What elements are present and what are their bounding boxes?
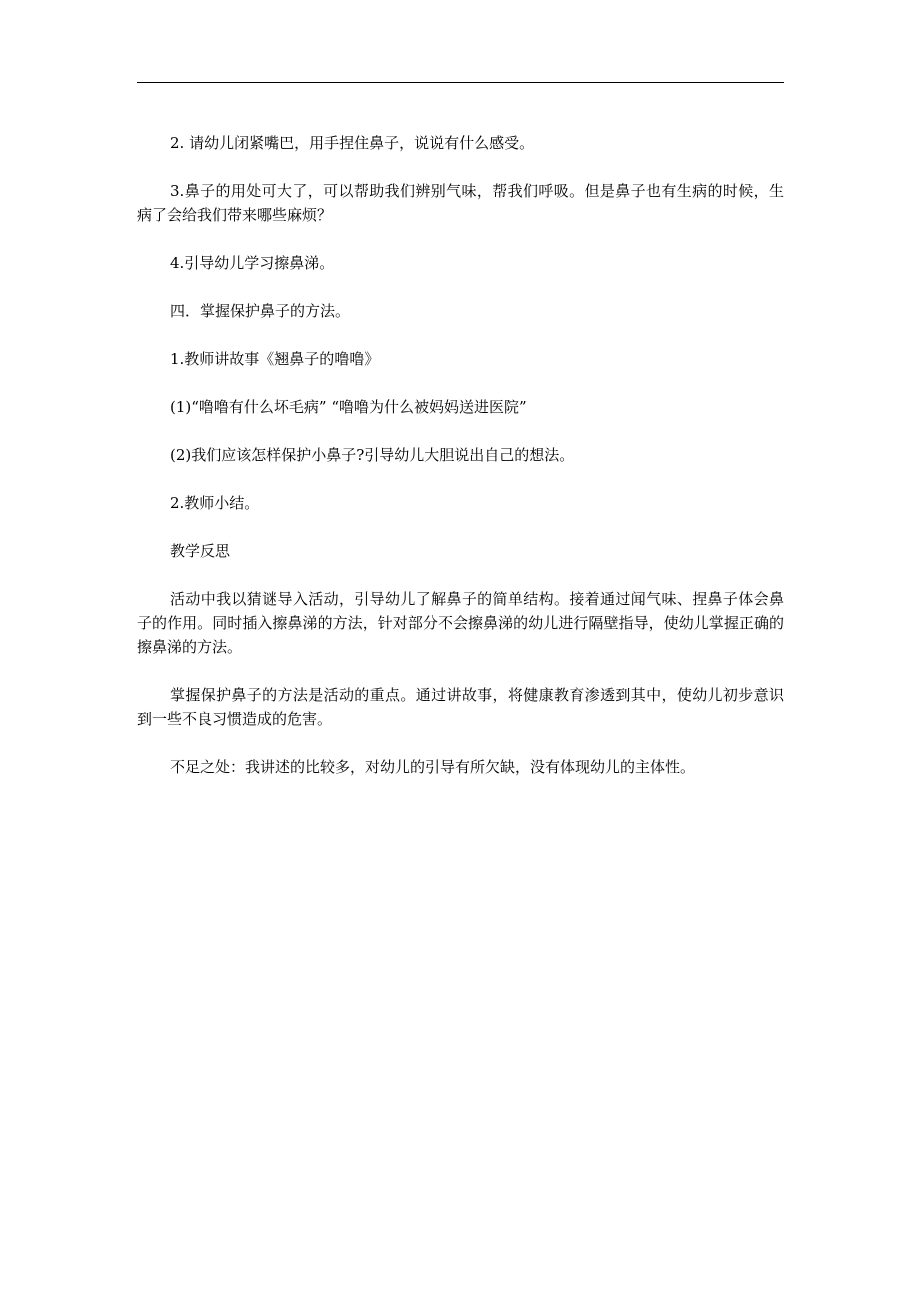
reflection-paragraph-2: 掌握保护鼻子的方法是活动的重点。通过讲故事，将健康教育渗透到其中，使幼儿初步意识到一些不良习惯造成的危害。 — [137, 686, 784, 728]
paragraph-summary: 2.教师小结。 — [170, 494, 260, 512]
header-rule — [137, 82, 784, 83]
reflection-paragraph-3: 不足之处：我讲述的比较多，对幼儿的引导有所欠缺，没有体现幼儿的主体性。 — [170, 758, 696, 776]
paragraph-question-2: (2)我们应该怎样保护小鼻子?引导幼儿大胆说出自己的想法。 — [170, 446, 575, 464]
paragraph-step-3: 3.鼻子的用处可大了，可以帮助我们辨别气味，帮我们呼吸。但是鼻子也有生病的时候，生病了会给我们带来哪些麻烦？ — [137, 182, 784, 224]
paragraph-story: 1.教师讲故事《翘鼻子的噜噜》 — [170, 350, 380, 368]
document-body — [137, 131, 784, 803]
paragraph-step-2: 2. 请幼儿闭紧嘴巴，用手捏住鼻子，说说有什么感受。 — [170, 134, 535, 152]
reflection-heading: 教学反思 — [170, 542, 231, 560]
reflection-paragraph-1: 活动中我以猜谜导入活动，引导幼儿了解鼻子的简单结构。接着通过闻气味、捏鼻子体会鼻子的作用。同时插入擦鼻涕的方法，针对部分不会擦鼻涕的幼儿进行隔壁指导，使幼儿掌握正确的擦鼻涕的方法。 — [137, 590, 784, 656]
paragraph-step-4: 4.引导幼儿学习擦鼻涕。 — [170, 254, 335, 272]
paragraph-question-1: (1)“噜噜有什么坏毛病” “噜噜为什么被妈妈送进医院” — [170, 398, 527, 416]
section-heading-4: 四．掌握保护鼻子的方法。 — [170, 302, 351, 320]
